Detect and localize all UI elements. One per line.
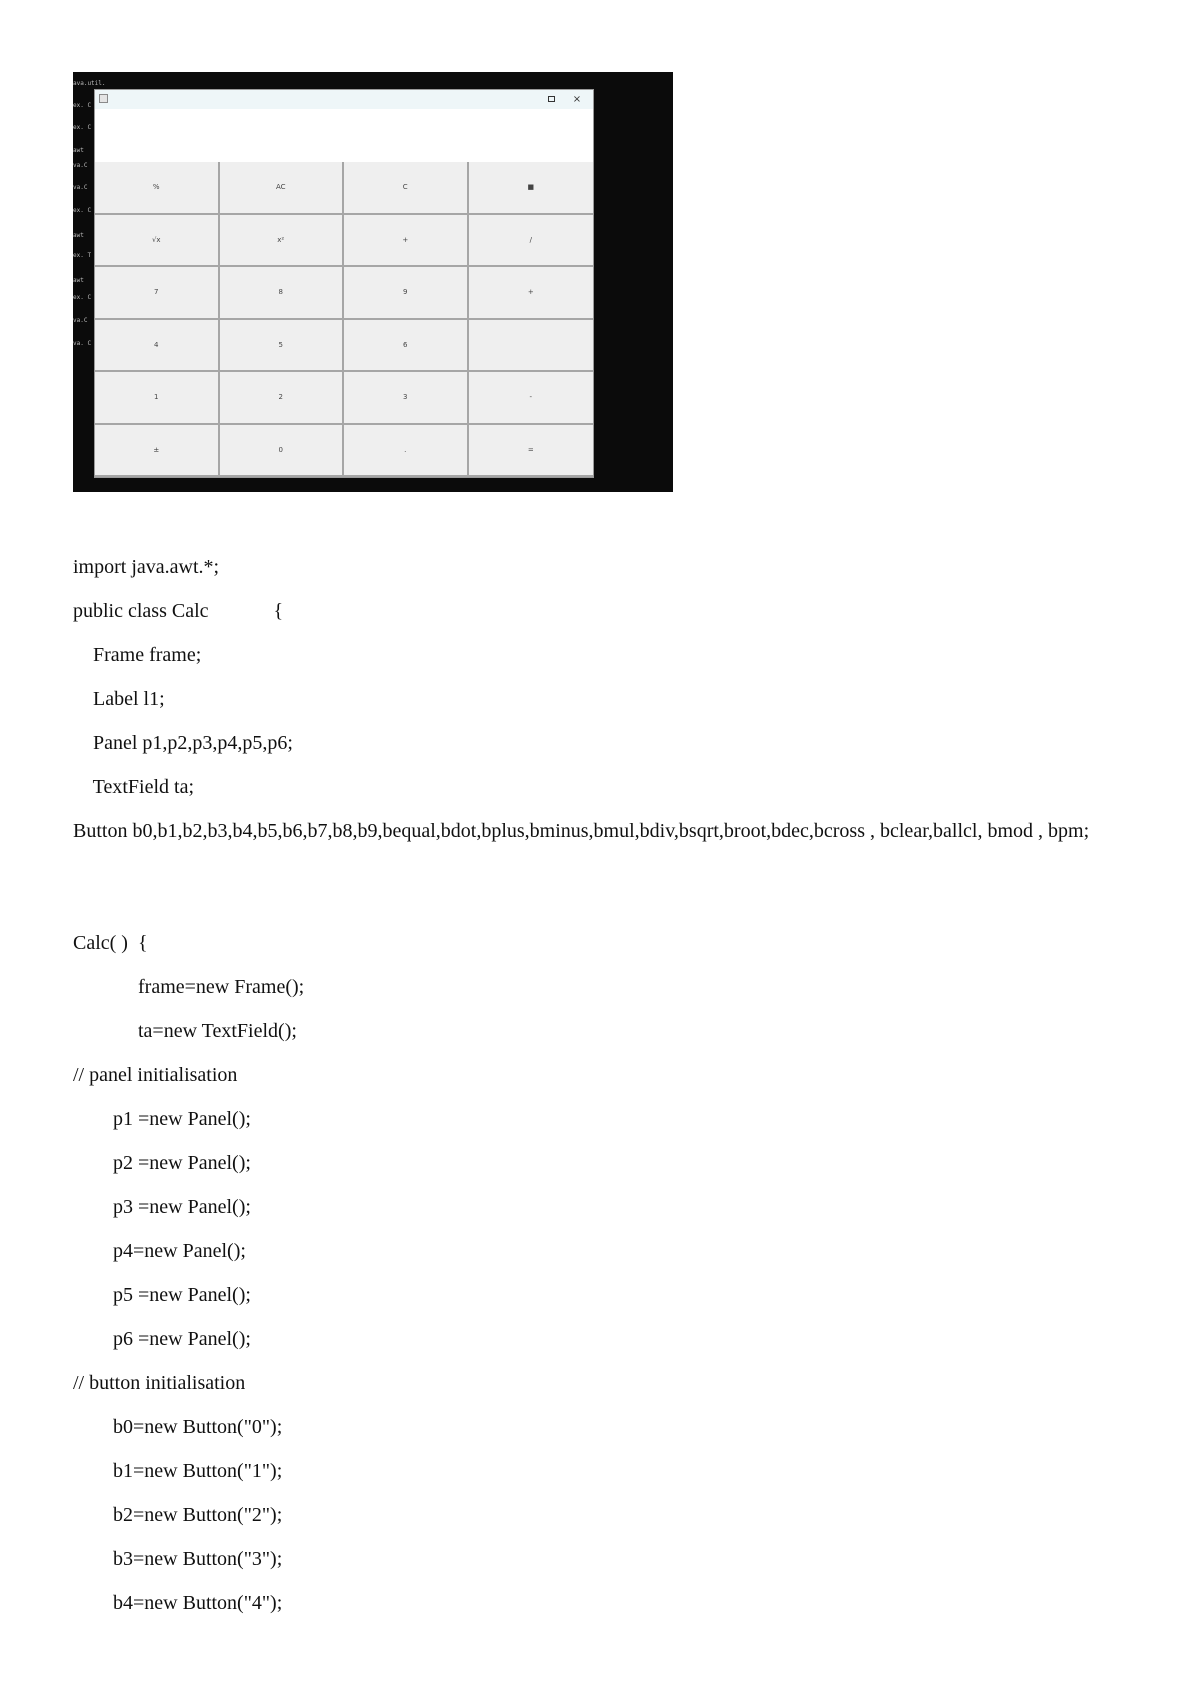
console-line: ex. C bbox=[73, 207, 92, 214]
code-line: b0=new Button("0"); bbox=[73, 1416, 283, 1438]
calculator-key[interactable]: 2 bbox=[220, 372, 345, 425]
console-line: awt bbox=[73, 147, 84, 154]
calculator-window bbox=[94, 89, 594, 478]
code-line: Calc( ) { bbox=[73, 932, 148, 954]
code-comment: // button initialisation bbox=[73, 1372, 246, 1394]
code-line: p5 =new Panel(); bbox=[73, 1284, 251, 1306]
calculator-key[interactable]: 3 bbox=[344, 372, 469, 425]
app-icon bbox=[99, 94, 108, 103]
code-line: frame=new Frame(); bbox=[73, 976, 305, 998]
console-line: ex. C bbox=[73, 294, 92, 301]
console-line: va.C bbox=[73, 162, 88, 169]
code-line: b2=new Button("2"); bbox=[73, 1504, 283, 1526]
calculator-key[interactable]: - bbox=[469, 372, 594, 425]
display-text-field[interactable] bbox=[95, 109, 593, 163]
calculator-key[interactable]: 8 bbox=[220, 267, 345, 320]
code-line: import java.awt.*; bbox=[73, 556, 220, 578]
code-line: Button b0,b1,b2,b3,b4,b5,b6,b7,b8,b9,bequal,bdot,bplus,bminus,bmul,bdiv,bsqrt,broot,bdec,bcross , bclear,ballcl, bmod , bpm; bbox=[73, 820, 1090, 842]
code-line: Label l1; bbox=[73, 688, 165, 710]
calculator-key[interactable]: 5 bbox=[220, 320, 345, 373]
code-line: ta=new TextField(); bbox=[73, 1020, 297, 1042]
code-line: b3=new Button("3"); bbox=[73, 1548, 283, 1570]
console-line: ex. T bbox=[73, 252, 92, 259]
maximize-icon[interactable] bbox=[539, 91, 563, 107]
console-line: ex. C bbox=[73, 102, 92, 109]
code-line: b1=new Button("1"); bbox=[73, 1460, 283, 1482]
code-line: Frame frame; bbox=[73, 644, 202, 666]
calculator-key[interactable]: = bbox=[469, 425, 594, 478]
calculator-key[interactable]: 1 bbox=[95, 372, 220, 425]
console-line: awt bbox=[73, 277, 84, 284]
calculator-key[interactable]: 7 bbox=[95, 267, 220, 320]
code-comment: // panel initialisation bbox=[73, 1064, 238, 1086]
console-line: va. C bbox=[73, 340, 92, 347]
window-titlebar[interactable] bbox=[95, 90, 593, 110]
calculator-key[interactable] bbox=[469, 320, 594, 373]
calculator-key[interactable]: √x bbox=[95, 215, 220, 268]
code-line: Panel p1,p2,p3,p4,p5,p6; bbox=[73, 732, 293, 754]
calculator-key[interactable]: 6 bbox=[344, 320, 469, 373]
console-line: va.C bbox=[73, 184, 88, 191]
calculator-key[interactable]: ■ bbox=[469, 162, 594, 215]
calculator-key[interactable]: 4 bbox=[95, 320, 220, 373]
code-line: p1 =new Panel(); bbox=[73, 1108, 251, 1130]
code-line: public class Calc { bbox=[73, 600, 284, 622]
calculator-key[interactable]: ± bbox=[95, 425, 220, 478]
code-line: b4=new Button("4"); bbox=[73, 1592, 283, 1614]
code-line: TextField ta; bbox=[73, 776, 194, 798]
calculator-key[interactable]: + bbox=[344, 215, 469, 268]
calculator-key[interactable]: 0 bbox=[220, 425, 345, 478]
console-line: ava.util. bbox=[73, 80, 106, 87]
keypad bbox=[95, 162, 593, 477]
code-line: p4=new Panel(); bbox=[73, 1240, 246, 1262]
calculator-screenshot bbox=[73, 72, 673, 492]
console-line: awt bbox=[73, 232, 84, 239]
calculator-key[interactable]: AC bbox=[220, 162, 345, 215]
calculator-key[interactable]: % bbox=[95, 162, 220, 215]
calculator-key[interactable]: x² bbox=[220, 215, 345, 268]
calculator-key[interactable]: C bbox=[344, 162, 469, 215]
close-icon[interactable]: × bbox=[572, 93, 582, 105]
calculator-key[interactable]: / bbox=[469, 215, 594, 268]
code-line: p2 =new Panel(); bbox=[73, 1152, 251, 1174]
code-line: p6 =new Panel(); bbox=[73, 1328, 251, 1350]
calculator-key[interactable]: 9 bbox=[344, 267, 469, 320]
code-line: p3 =new Panel(); bbox=[73, 1196, 251, 1218]
calculator-key[interactable]: . bbox=[344, 425, 469, 478]
calculator-key[interactable]: + bbox=[469, 267, 594, 320]
console-line: ex. C bbox=[73, 124, 92, 131]
console-line: va.C bbox=[73, 317, 88, 324]
